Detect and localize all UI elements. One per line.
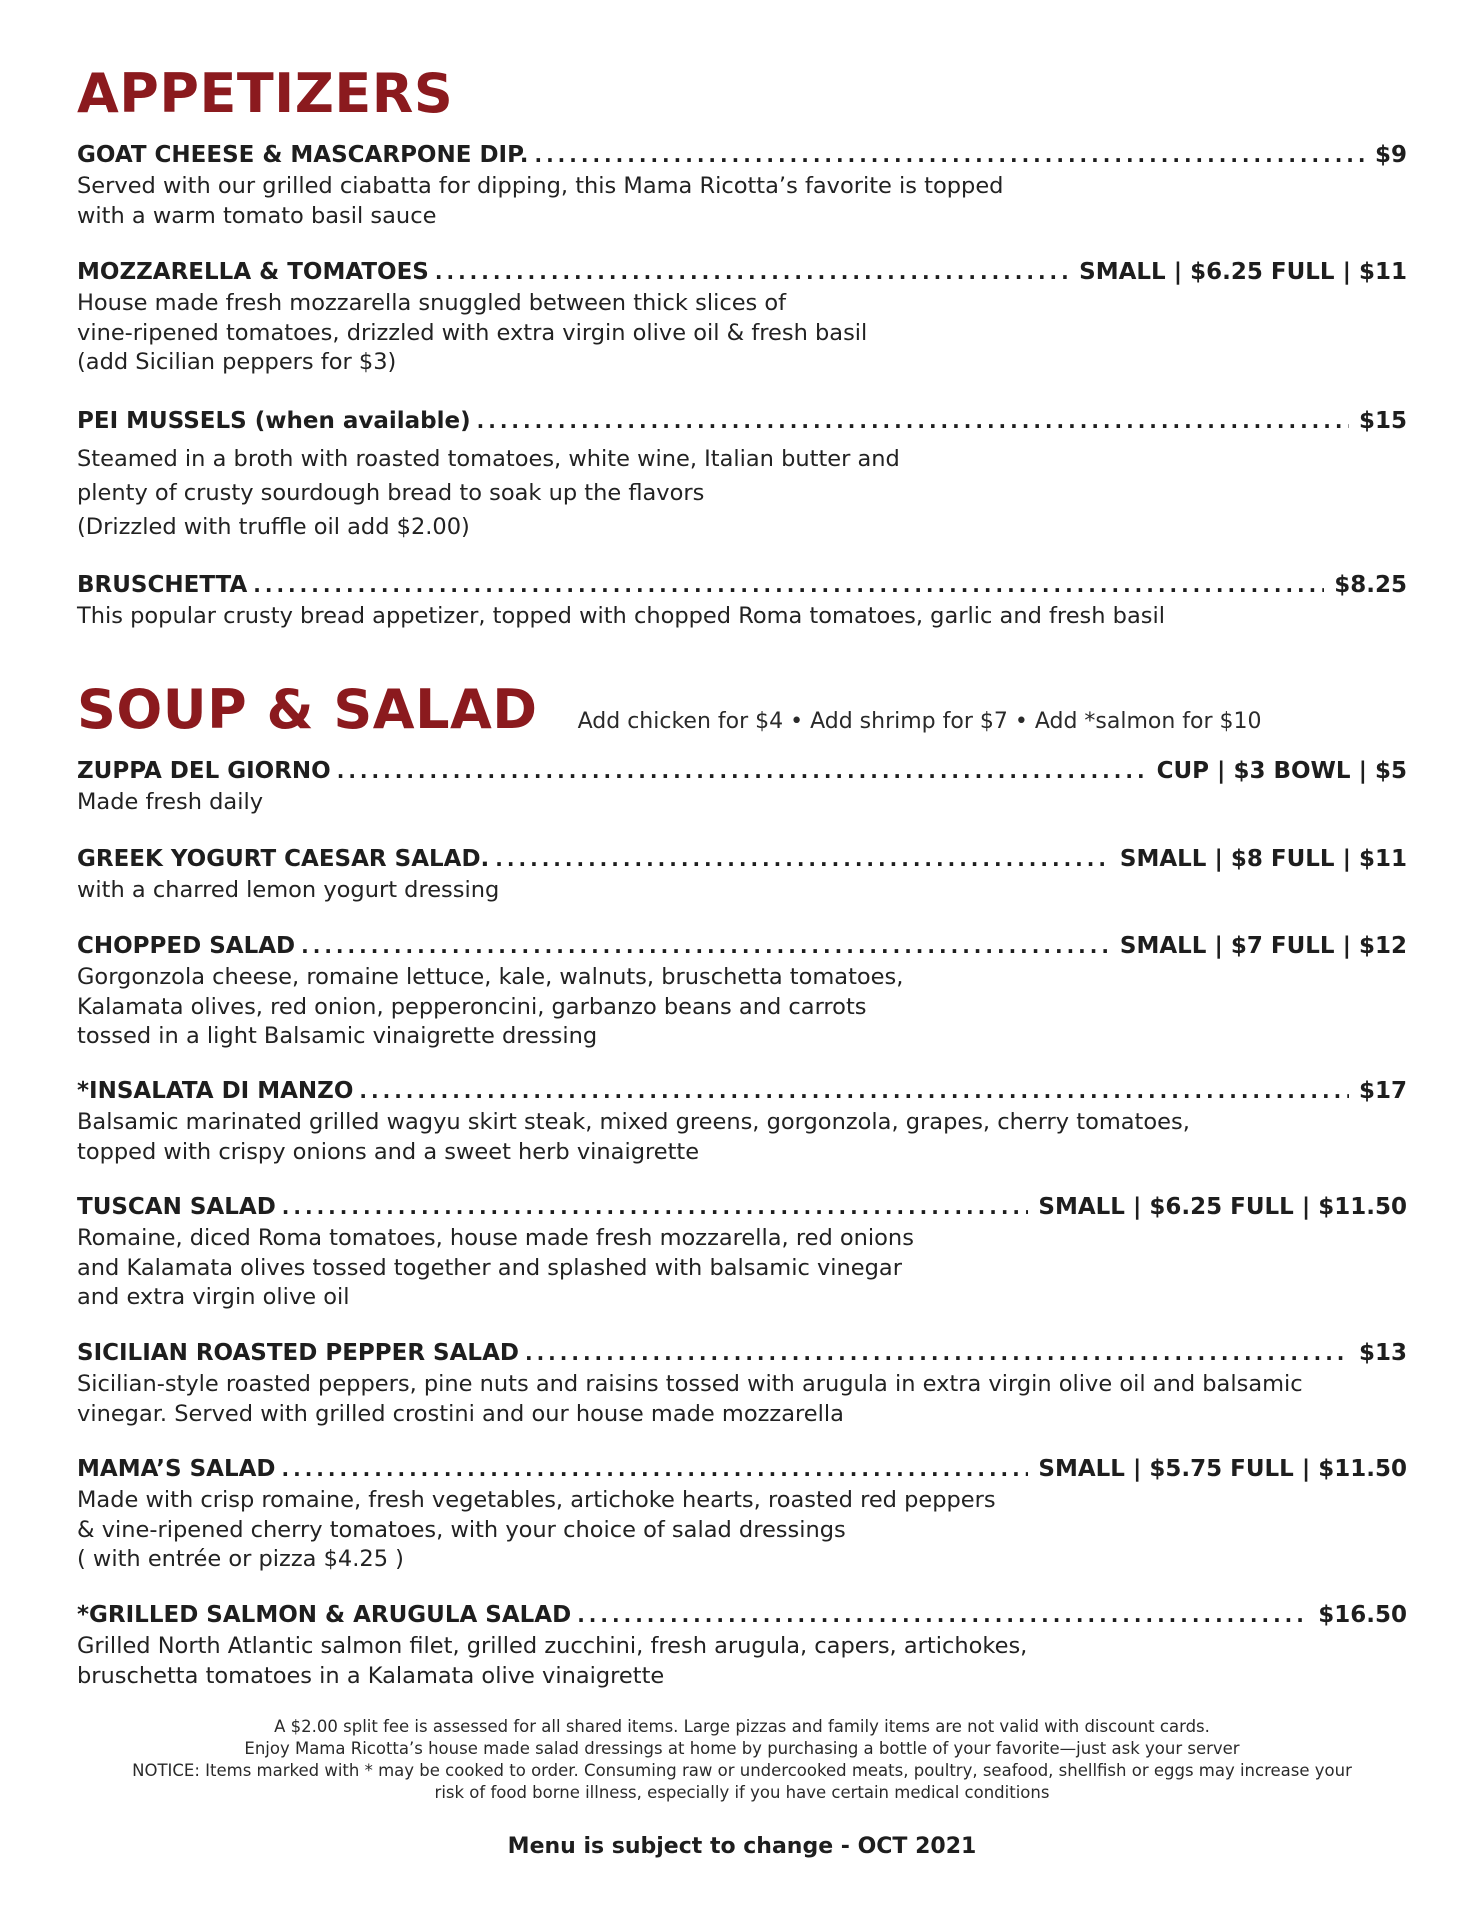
item-name: SICILIAN ROASTED PEPPER SALAD: [77, 1340, 519, 1366]
dot-leader: [359, 1079, 1349, 1103]
menu-item-bruschetta: [77, 572, 1407, 632]
item-description: Grilled North Atlantic salmon filet, grilled zucchini, fresh arugula, capers, artichokes, bruschetta tomatoes in a Kalamata olive vinaigrette: [77, 1633, 1028, 1689]
menu-item-chopped-salad: [77, 933, 1407, 1052]
item-price: $13: [1358, 1340, 1407, 1366]
item-description: Served with our grilled ciabatta for dipping, this Mama Ricotta’s favorite is topped with a warm tomato basil sauce: [77, 173, 1004, 229]
dot-leader: [525, 1341, 1349, 1365]
menu-item-mamas-salad: [77, 1456, 1407, 1575]
dressing-notice: Enjoy Mama Ricotta’s house made salad dressings at home by purchasing a bottle of your favorite—just ask your server: [244, 1739, 1240, 1758]
add-protein-note: Add chicken for $4 • Add shrimp for $7 • Add *salmon for $10: [577, 709, 1262, 734]
dot-leader: [534, 143, 1365, 167]
dot-leader: [253, 573, 1324, 597]
item-name: PEI MUSSELS (when available): [77, 408, 471, 434]
dot-leader: [477, 409, 1349, 433]
item-description: Gorgonzola cheese, romaine lettuce, kale, walnuts, bruschetta tomatoes, Kalamata olives, red onion, pepperoncini, garbanzo beans and carrots tossed in a light Balsamic vinaigrette dressing: [77, 964, 904, 1049]
item-price: CUP | $3 BOWL | $5: [1156, 758, 1407, 784]
item-name: TUSCAN SALAD: [77, 1194, 276, 1220]
item-description: Made with crisp romaine, fresh vegetables, artichoke hearts, roasted red peppers & vine-ripened cherry tomatoes, with your choice of salad dressings ( with entrée or pizza $4.25 ): [77, 1487, 996, 1572]
item-price: SMALL | $5.75 FULL | $11.50: [1038, 1456, 1407, 1482]
item-name: *INSALATA DI MANZO: [77, 1078, 354, 1104]
food-safety-notice-cont: risk of food borne illness, especially if you have certain medical conditions: [434, 1783, 1050, 1802]
item-price: SMALL | $6.25 FULL | $11: [1079, 259, 1407, 285]
menu-item-pei-mussels: [77, 408, 1407, 544]
food-safety-notice: NOTICE: Items marked with * may be cooked to order. Consuming raw or undercooked meats, poultry, seafood, shellfish or eggs may increase your: [132, 1761, 1352, 1780]
item-description: House made fresh mozzarella snuggled between thick slices of vine-ripened tomatoes, drizzled with extra virgin olive oil & fresh basil (add Sicilian peppers for $3): [77, 290, 868, 375]
item-name: CHOPPED SALAD: [77, 933, 296, 959]
item-description: Balsamic marinated grilled wagyu skirt steak, mixed greens, gorgonzola, grapes, cherry tomatoes, topped with crispy onions and a sweet herb vinaigrette: [77, 1109, 1190, 1165]
dot-leader: [282, 1195, 1029, 1219]
item-name: MOZZARELLA & TOMATOES: [77, 259, 429, 285]
menu-item-grilled-salmon-arugula: [77, 1602, 1407, 1691]
item-price: SMALL | $7 FULL | $12: [1119, 933, 1407, 959]
split-fee-notice: A $2.00 split fee is assessed for all shared items. Large pizzas and family items are not valid with discount cards.: [274, 1717, 1210, 1736]
item-name: BRUSCHETTA: [77, 572, 248, 598]
item-description: This popular crusty bread appetizer, topped with chopped Roma tomatoes, garlic and fresh basil: [77, 603, 1165, 629]
item-description: Made fresh daily: [77, 789, 264, 815]
item-name: GREEK YOGURT CAESAR SALAD.: [77, 846, 490, 872]
menu-item-insalata-di-manzo: [77, 1078, 1407, 1167]
item-price: SMALL | $6.25 FULL | $11.50: [1038, 1194, 1407, 1220]
item-price: SMALL | $8 FULL | $11: [1119, 846, 1407, 872]
menu-item-sicilian-roasted-pepper: [77, 1340, 1407, 1429]
menu-date-note: Menu is subject to change - OCT 2021: [507, 1834, 977, 1859]
item-price: $15: [1358, 408, 1407, 434]
item-price: $9: [1374, 142, 1407, 168]
menu-footer-notice: [60, 1716, 1424, 1804]
menu-item-tuscan-salad: [77, 1194, 1407, 1313]
item-name: MAMA’S SALAD: [77, 1456, 276, 1482]
soup-salad-section: [77, 678, 1407, 1689]
dot-leader: [337, 759, 1147, 783]
appetizers-section: [77, 62, 1407, 629]
item-description: Sicilian-style roasted peppers, pine nuts and raisins tossed with arugula in extra virgin olive oil and balsamic vinegar. Served with grilled crostini and our house made mozzarella: [77, 1371, 1303, 1427]
item-description: Romaine, diced Roma tomatoes, house made fresh mozzarella, red onions and Kalamata olives tossed together and splashed with balsamic vinegar and extra virgin olive oil: [77, 1225, 914, 1310]
menu-item-goat-cheese-dip: [77, 142, 1407, 231]
menu-item-zuppa-del-giorno: [77, 758, 1407, 818]
dot-leader: [495, 847, 1110, 871]
item-description: with a charred lemon yogurt dressing: [77, 877, 500, 903]
item-price: $16.50: [1318, 1602, 1407, 1628]
item-price: $8.25: [1334, 572, 1407, 598]
dot-leader: [577, 1603, 1308, 1627]
menu-item-mozzarella-tomatoes: [77, 259, 1407, 378]
appetizers-title-row: [77, 62, 1407, 126]
item-name: *GRILLED SALMON & ARUGULA SALAD: [77, 1602, 572, 1628]
dot-leader: [301, 934, 1110, 958]
dot-leader: [435, 260, 1069, 284]
item-description: Steamed in a broth with roasted tomatoes, white wine, Italian butter and plenty of crusty sourdough bread to soak up the flavors (Drizzled with truffle oil add $2.00): [77, 446, 900, 540]
item-name: GOAT CHEESE & MASCARPONE DIP.: [77, 142, 529, 168]
soup-salad-title: SOUP & SALAD: [77, 678, 538, 741]
menu-item-greek-yogurt-caesar: [77, 846, 1407, 906]
dot-leader: [282, 1457, 1029, 1481]
item-name: ZUPPA DEL GIORNO: [77, 758, 331, 784]
appetizers-title: APPETIZERS: [77, 62, 454, 125]
soup-salad-title-row: [77, 678, 1407, 742]
item-price: $17: [1358, 1078, 1407, 1104]
